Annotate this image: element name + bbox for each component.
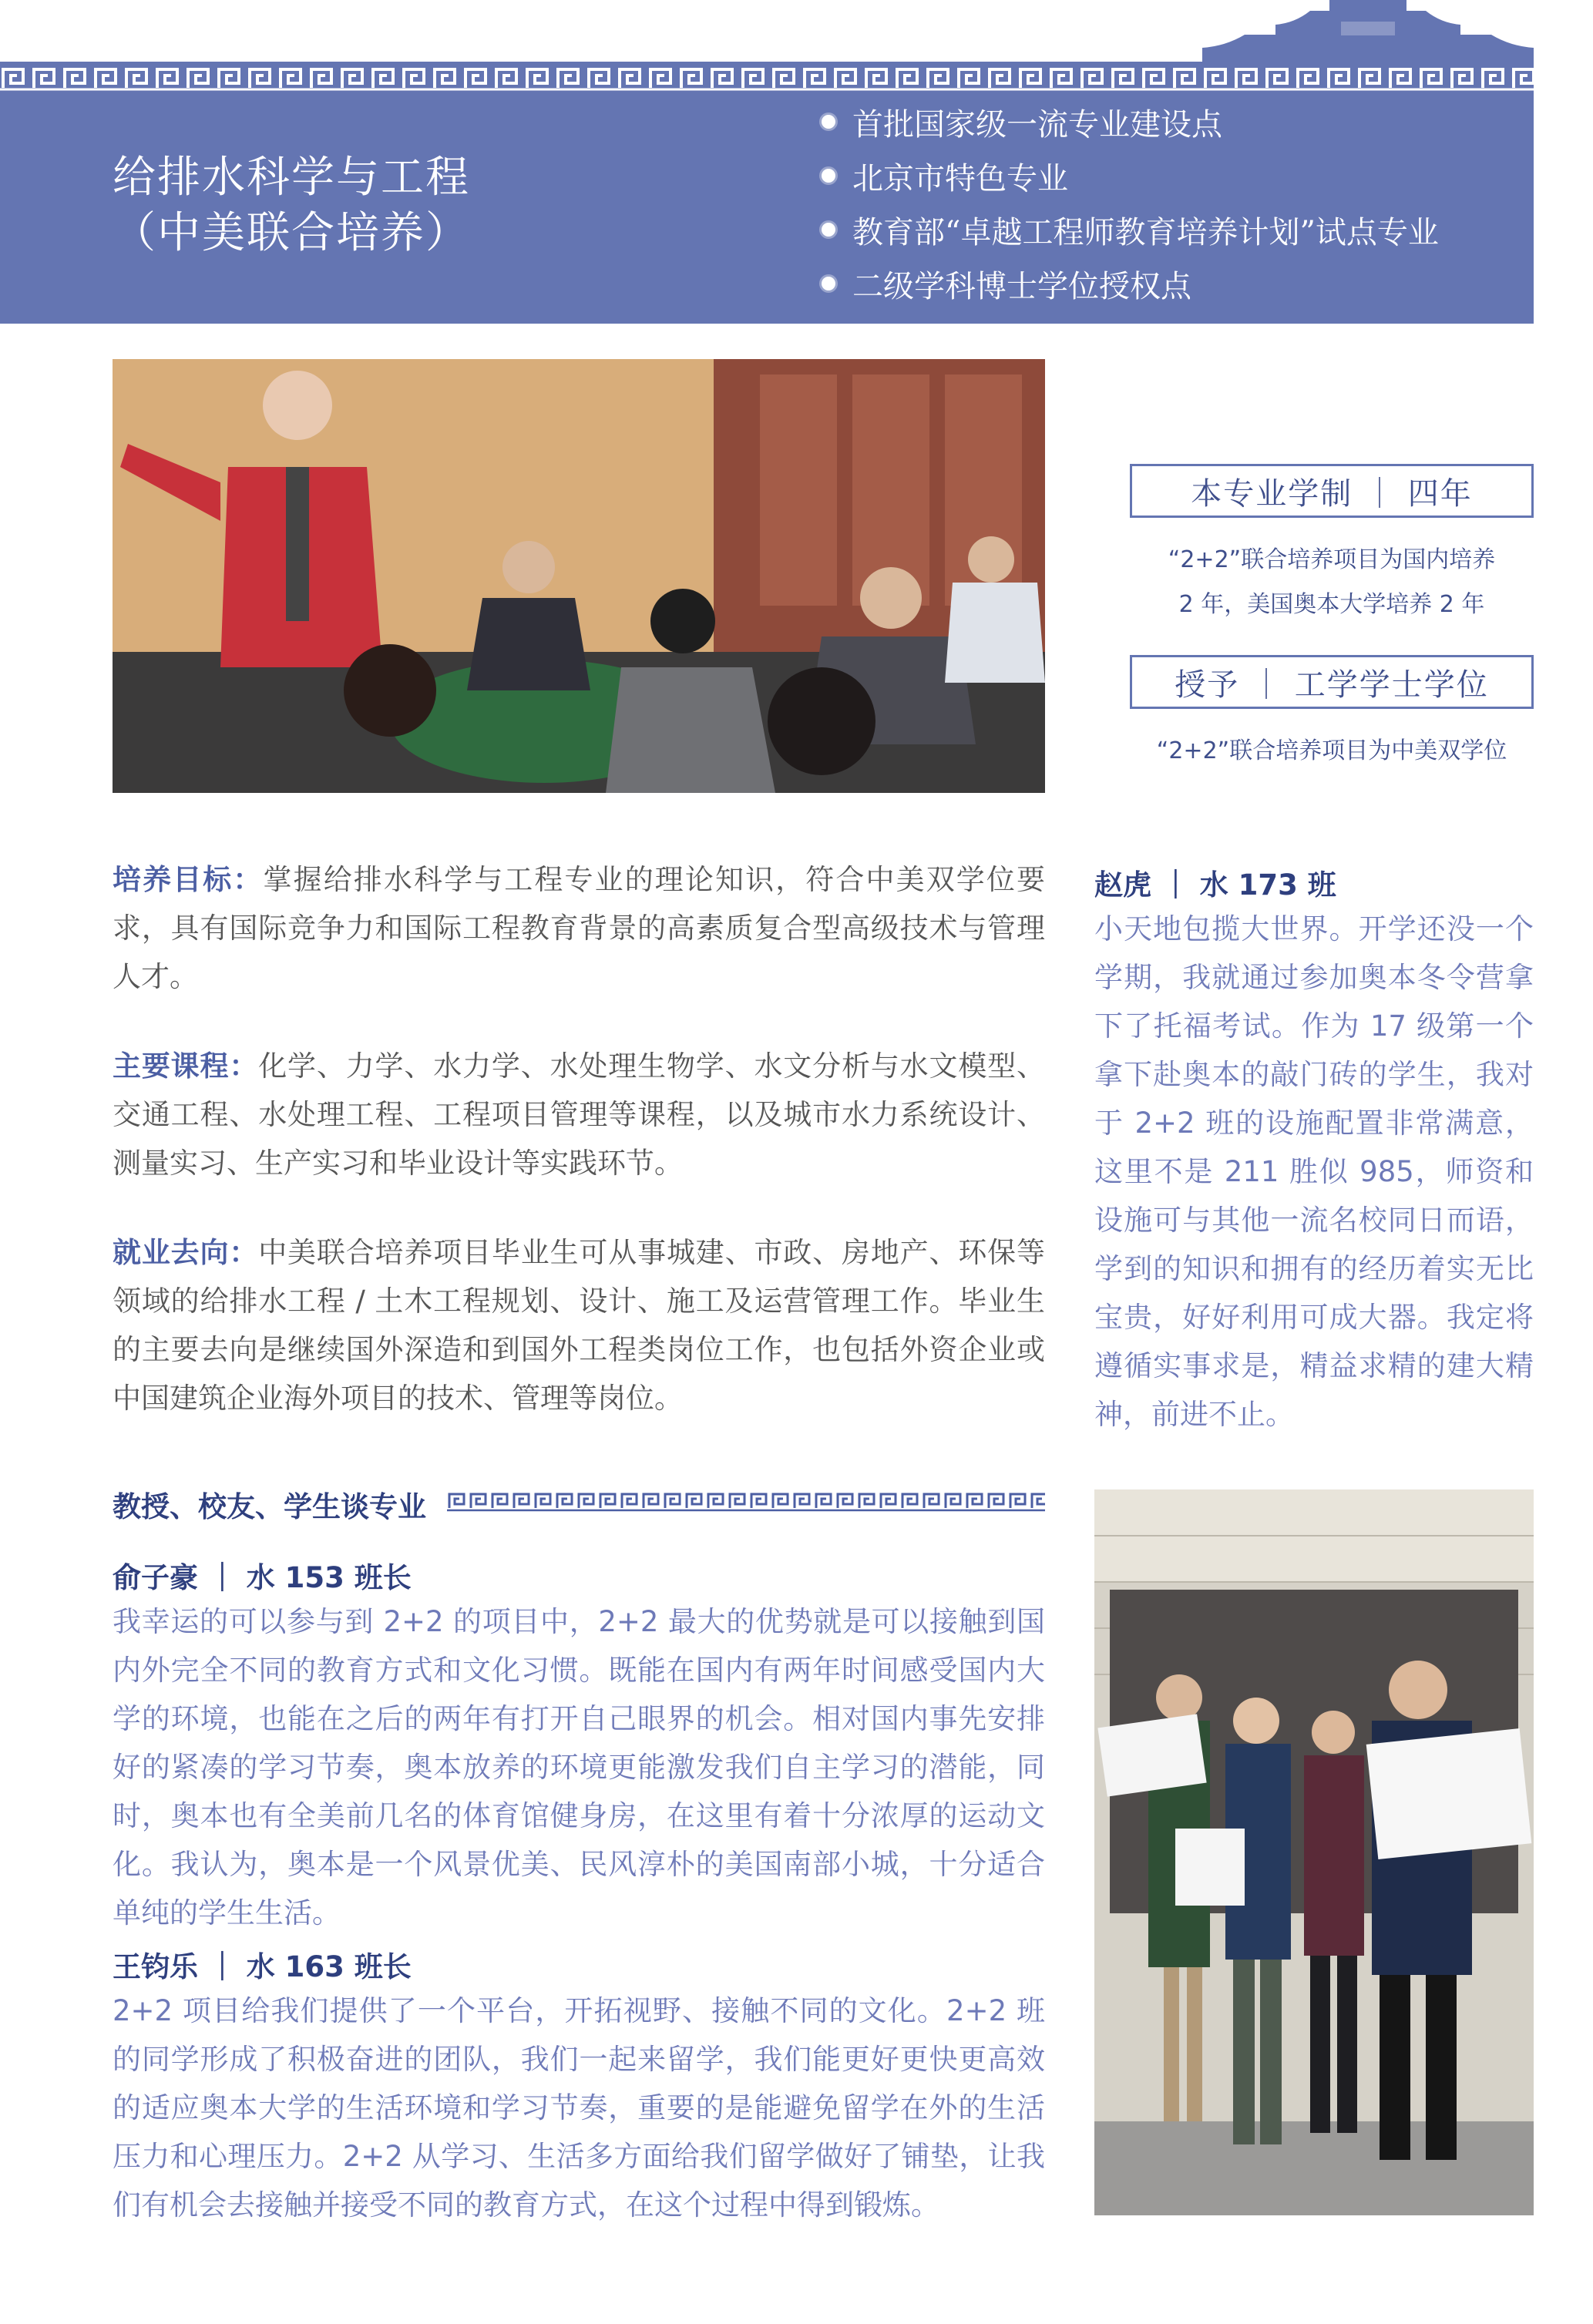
- testimonial-text-yuzihao: 我幸运的可以参与到 2+2 的项目中，2+2 最大的优势就是可以接触到国内外完全不同的教育方式和文化习惯。既能在国内有两年时间感受国内大学的环境，也能在之后的两年有打开自己眼界的机会。相对国内事先安排好的紧凑的学习节奏，奥本放养的环境更能激发我们自主学习的潜能，同时，奥本也有全美前几名的体育馆健身房，在这里有着十分浓厚的运动文化。我认为，奥本是一个风景优美、民风淳朴的美国南部小城，十分适合单纯的学生生活。: [113, 1605, 1045, 1929]
- career-paragraph: [113, 1228, 1045, 1422]
- degree-box: 授予 ｜ 工学学士学位: [1130, 655, 1534, 709]
- greek-key-border: [0, 62, 1534, 92]
- duration-note-line1: “2+2”联合培养项目为国内培养: [1168, 546, 1496, 573]
- lecture-photo: [113, 359, 1045, 793]
- pavilion-roof-decoration: [1202, 0, 1534, 65]
- testimonial-name-zhaohu: 赵虎 ｜ 水 173 班: [1094, 868, 1336, 902]
- greek-key-divider: [447, 1489, 1045, 1513]
- career-text: 中美联合培养项目毕业生可从事城建、市政、房地产、环保等领域的给排水工程 / 土木工程规划、设计、施工及运营管理工作。毕业生的主要去向是继续国外深造和到国外工程类岗位工作，也包括外资企业或中国建筑企业海外项目的技术、管理等岗位。: [113, 1236, 1046, 1415]
- goal-paragraph: [113, 855, 1045, 1001]
- highlight-item: 北京市特色专业: [822, 153, 1068, 199]
- page-subtitle: （中美联合培养）: [113, 208, 470, 258]
- students-photo: [1094, 1489, 1534, 2215]
- bullet-dot-icon: [822, 169, 835, 183]
- highlight-item: 二级学科博士学位授权点: [822, 260, 1191, 307]
- page-title: 给排水科学与工程: [113, 153, 470, 203]
- highlight-item: 教育部“卓越工程师教育培养计划”试点专业: [822, 207, 1439, 253]
- testimonial-name-yuzihao: 俞子豪 ｜ 水 153 班长: [113, 1561, 412, 1594]
- courses-label: 主要课程：: [113, 1049, 259, 1083]
- goal-text: 掌握给排水科学与工程专业的理论知识，符合中美双学位要求，具有国际竞争力和国际工程教育背景的高素质复合型高级技术与管理人才。: [113, 863, 1045, 993]
- testimonial-text-wangjunle: 2+2 项目给我们提供了一个平台，开拓视野、接触不同的文化。2+2 班的同学形成了积极奋进的团队，我们一起来留学，我们能更好更快更高效的适应奥本大学的生活环境和学习节奏，重要的是能避免留学在外的生活压力和心理压力。2+2 从学习、生活多方面给我们留学做好了铺垫，让我们有机会去接触并接受不同的教育方式，在这个过程中得到锻炼。: [113, 1994, 1045, 2222]
- degree-note: “2+2”联合培养项目为中美双学位: [1156, 737, 1507, 764]
- testimonial-name-wangjunle: 王钧乐 ｜ 水 163 班长: [113, 1950, 412, 1983]
- courses-text: 化学、力学、水力学、水处理生物学、水文分析与水文模型、交通工程、水处理工程、工程项目管理等课程，以及城市水力系统设计、测量实习、生产实习和毕业设计等实践环节。: [113, 1049, 1046, 1180]
- highlight-item: 首批国家级一流专业建设点: [822, 99, 1222, 145]
- courses-paragraph: [113, 1042, 1045, 1187]
- bullet-dot-icon: [822, 223, 835, 237]
- bullet-dot-icon: [822, 115, 835, 129]
- duration-box: 本专业学制 ｜ 四年: [1130, 464, 1534, 518]
- section-heading: 教授、校友、学生谈专业: [113, 1490, 426, 1523]
- career-label: 就业去向：: [113, 1236, 259, 1269]
- goal-label: 培养目标：: [113, 863, 264, 896]
- duration-note-line2: 2 年，美国奥本大学培养 2 年: [1178, 591, 1485, 618]
- testimonial-text-zhaohu: 小天地包揽大世界。开学还没一个学期，我就通过参加奥本冬令营拿下了托福考试。作为 17 级第一个拿下赴奥本的敲门砖的学生，我对于 2+2 班的设施配置非常满意，这里不是 211 胜似 985，师资和设施可与其他一流名校同日而语，学到的知识和拥有的经历着实无比宝贵，好好利用可成大器。我定将遵循实事求是，精益求精的建大精神，前进不止。: [1094, 912, 1534, 1431]
- bullet-dot-icon: [822, 277, 835, 290]
